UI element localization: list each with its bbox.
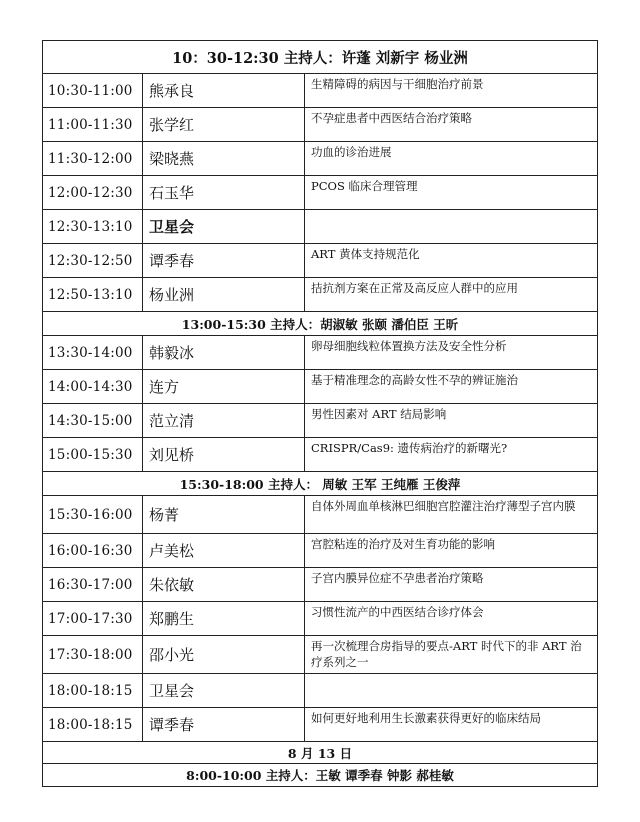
time-cell: 12:30-13:10 (43, 210, 143, 243)
speaker-cell: 谭季春 (143, 244, 305, 277)
speaker-cell: 郑鹏生 (143, 602, 305, 635)
session-header: 10：30-12:30 主持人：许蓬 刘新宇 杨业洲 (42, 40, 598, 74)
speaker-cell: 谭季春 (143, 708, 305, 741)
topic-cell: 拮抗剂方案在正常及高反应人群中的应用 (311, 281, 518, 295)
topic-cell: 卵母细胞线粒体置换方法及安全性分析 (311, 339, 507, 353)
speaker-cell: 范立清 (143, 404, 305, 437)
schedule-row (42, 404, 598, 438)
speaker-cell: 杨菁 (143, 496, 305, 533)
time-cell: 12:50-13:10 (43, 278, 143, 311)
topic-cell: 生精障碍的病因与干细胞治疗前景 (311, 77, 484, 91)
speaker-cell: 卫星会 (143, 674, 305, 707)
time-cell: 17:00-17:30 (43, 602, 143, 635)
schedule-row (42, 74, 598, 108)
topic-cell: PCOS 临床合理管理 (311, 179, 418, 193)
time-cell: 14:00-14:30 (43, 370, 143, 403)
schedule-row (42, 244, 598, 278)
time-cell: 17:30-18:00 (43, 636, 143, 673)
speaker-cell: 邵小光 (143, 636, 305, 673)
time-cell: 18:00-18:15 (43, 708, 143, 741)
topic-cell: 基于精准理念的高龄女性不孕的辨证施治 (311, 373, 518, 387)
schedule-row (42, 534, 598, 568)
topic-cell: ART 黄体支持规范化 (311, 247, 420, 261)
time-cell: 11:00-11:30 (43, 108, 143, 141)
time-cell: 15:00-15:30 (43, 438, 143, 471)
session-header: 8 月 13 日 (42, 742, 598, 764)
time-cell: 16:00-16:30 (43, 534, 143, 567)
topic-cell: 宫腔粘连的治疗及对生育功能的影响 (311, 537, 495, 551)
topic-cell: 不孕症患者中西医结合治疗策略 (311, 111, 472, 125)
time-cell: 10:30-11:00 (43, 74, 143, 107)
time-cell: 14:30-15:00 (43, 404, 143, 437)
topic-cell (305, 674, 597, 707)
schedule-row (42, 602, 598, 636)
topic-cell (305, 210, 597, 243)
speaker-cell: 石玉华 (143, 176, 305, 209)
speaker-cell: 梁晓燕 (143, 142, 305, 175)
speaker-cell: 卢美松 (143, 534, 305, 567)
speaker-cell: 连方 (143, 370, 305, 403)
topic-cell: 再一次梳理合房指导的要点-ART 时代下的非 ART 治疗系列之一 (311, 639, 582, 669)
schedule-row (42, 210, 598, 244)
schedule-row (42, 176, 598, 210)
topic-cell: 男性因素对 ART 结局影响 (311, 407, 447, 421)
schedule-row (42, 370, 598, 404)
time-cell: 12:30-12:50 (43, 244, 143, 277)
schedule-row (42, 674, 598, 708)
time-cell: 12:00-12:30 (43, 176, 143, 209)
schedule-row (42, 336, 598, 370)
time-cell: 16:30-17:00 (43, 568, 143, 601)
speaker-cell: 熊承良 (143, 74, 305, 107)
topic-cell: 如何更好地利用生长激素获得更好的临床结局 (311, 711, 541, 725)
session-header: 13:00-15:30 主持人：胡淑敏 张颐 潘伯臣 王昕 (42, 312, 598, 336)
schedule-row (42, 568, 598, 602)
speaker-cell: 杨业洲 (143, 278, 305, 311)
time-cell: 18:00-18:15 (43, 674, 143, 707)
session-header: 8:00-10:00 主持人：王敏 谭季春 钟影 郝桂敏 (42, 764, 598, 787)
topic-cell: 自体外周血单核淋巴细胞宫腔灌注治疗薄型子宫内膜 (311, 499, 576, 513)
time-cell: 13:30-14:00 (43, 336, 143, 369)
speaker-cell: 卫星会 (143, 210, 305, 243)
session-header: 15:30-18:00 主持人： 周敏 王军 王纯雁 王俊萍 (42, 472, 598, 496)
time-cell: 15:30-16:00 (43, 496, 143, 533)
speaker-cell: 朱依敏 (143, 568, 305, 601)
speaker-cell: 韩毅冰 (143, 336, 305, 369)
topic-cell: 功血的诊治进展 (311, 145, 392, 159)
schedule-table (42, 40, 598, 787)
topic-cell: 子宫内膜异位症不孕患者治疗策略 (311, 571, 484, 585)
schedule-row (42, 636, 598, 674)
schedule-row (42, 278, 598, 312)
schedule-row (42, 142, 598, 176)
topic-cell: CRISPR/Cas9: 遗传病治疗的新曙光? (311, 441, 508, 455)
speaker-cell: 张学红 (143, 108, 305, 141)
topic-cell: 习惯性流产的中西医结合诊疗体会 (311, 605, 484, 619)
schedule-row (42, 438, 598, 472)
speaker-cell: 刘见桥 (143, 438, 305, 471)
schedule-row (42, 708, 598, 742)
schedule-row (42, 108, 598, 142)
time-cell: 11:30-12:00 (43, 142, 143, 175)
schedule-row (42, 496, 598, 534)
